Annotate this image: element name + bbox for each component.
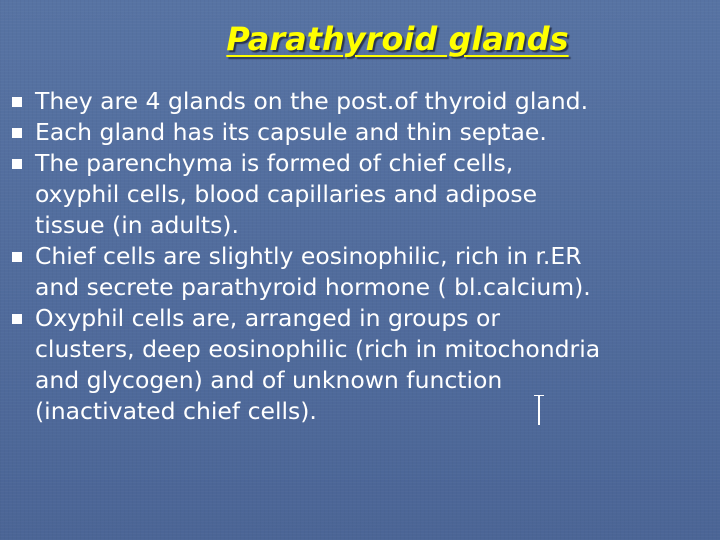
text-cursor-icon: [538, 395, 540, 425]
bullet-line: Each gland has its capsule and thin septae.: [35, 118, 547, 146]
bullet-line: tissue (in adults).: [35, 211, 239, 239]
bullet-item: [0, 117, 720, 148]
square-bullet-icon: [12, 159, 22, 169]
bullet-line: (inactivated chief cells).: [35, 397, 317, 425]
square-bullet-icon: [12, 252, 22, 262]
bullet-line: Oxyphil cells are, arranged in groups or: [35, 304, 501, 332]
bullet-line: and glycogen) and of unknown function: [35, 366, 503, 394]
bullet-line: They are 4 glands on the post.of thyroid gland.: [35, 87, 589, 115]
bullet-item: [0, 241, 720, 303]
square-bullet-icon: [12, 97, 22, 107]
bullet-line: Chief cells are slightly eosinophilic, rich in r.ER: [35, 242, 582, 270]
bullet-line: The parenchyma is formed of chief cells,: [35, 149, 514, 177]
slide-title: Parathyroid glands: [226, 20, 569, 58]
bullet-line: and secrete parathyroid hormone ( bl.calcium).: [35, 273, 591, 301]
bullet-line: oxyphil cells, blood capillaries and adipose: [35, 180, 538, 208]
square-bullet-icon: [12, 128, 22, 138]
bullet-item: [0, 148, 720, 241]
bullet-item: [0, 303, 720, 427]
bullet-list: [0, 86, 720, 427]
square-bullet-icon: [12, 314, 22, 324]
bullet-item: [0, 86, 720, 117]
bullet-line: clusters, deep eosinophilic (rich in mitochondria: [35, 335, 601, 363]
